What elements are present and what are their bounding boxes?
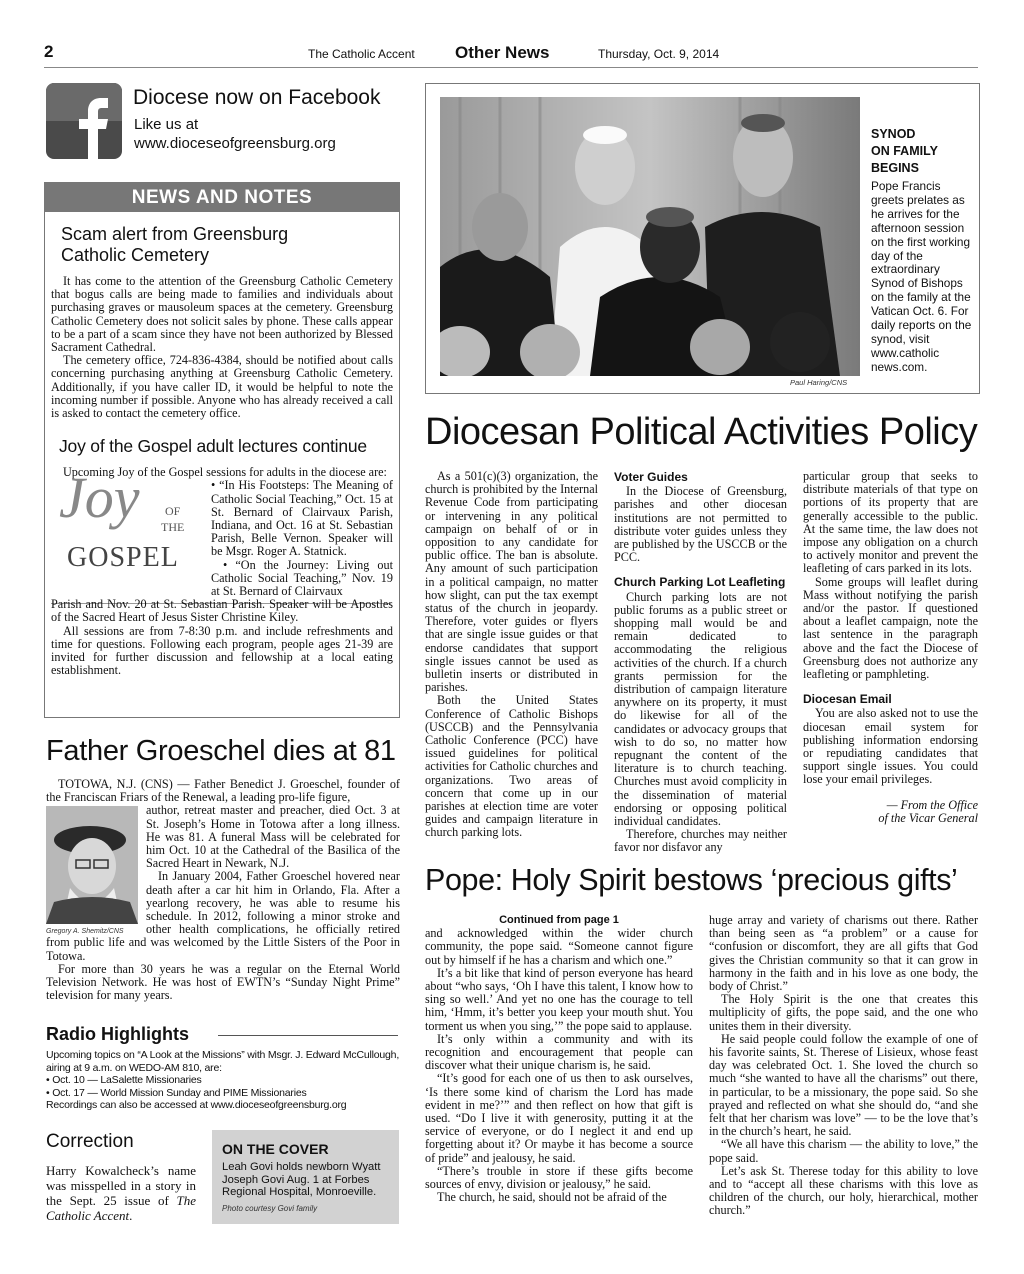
facebook-title: Diocese now on Facebook	[133, 86, 381, 109]
groeschel-lead: TOTOWA, N.J. (CNS) — Father Benedict J. Groeschel, founder of the Franciscan Friars of the Renewal, a leading pro-life figure,	[46, 777, 400, 805]
pope-col1	[425, 914, 693, 1204]
synod-headline-line1: SYNOD	[871, 127, 916, 141]
policy-col2	[614, 470, 787, 855]
groeschel-paragraph: In January 2004, Father Groeschel hovered near death after a car hit him in Orlando, Fla. After a yearlong recovery, he was able to resume his schedule. In 2012, following a minor stroke and other health complications, he officially retired from public life and was welcomed by the Little Sisters of the Poor in Totowa.	[46, 869, 400, 963]
joy-logo-gospel: GOSPEL	[67, 542, 179, 574]
policy-signature-line2: of the Vicar General	[878, 810, 978, 825]
cover-text: Leah Govi holds newborn Wyatt Joseph Govi Aug. 1 at Forbes Regional Hospital, Monroeville.	[222, 1161, 381, 1198]
header-rule	[44, 67, 978, 68]
radio-intro: Upcoming topics on “A Look at the Missions” with Msgr. J. Edward McCullough, airing at 9 a.m. on WEDO-AM 810, are:	[46, 1049, 400, 1074]
scam-paragraph: The cemetery office, 724-836-4384, should be notified about calls concerning purchasing anything at Greensburg Catholic Cemetery. Additionally, if you have caller ID, it would be helpful to note the incoming number if possible. Anyone who has already received a call is asked to contact the cemetery office.	[51, 353, 393, 421]
pope-paragraph: “We all have this charism — the ability to love,” the pope said.	[709, 1137, 978, 1165]
correction-text-body: Harry Kowalcheck’s name was misspelled in a story in the Sept. 25 issue of	[46, 1163, 196, 1208]
joy-logo-of: OF	[165, 504, 181, 519]
policy-signature-line1: — From the Office	[886, 797, 978, 812]
radio-recordings: Recordings can also be accessed at www.dioceseofgreensburg.org	[46, 1099, 347, 1111]
pope-col2	[709, 914, 978, 1218]
issue-date: Thursday, Oct. 9, 2014	[598, 47, 720, 61]
pope-paragraph: “It’s good for each one of us then to ask ourselves, ‘Is there some kind of charism the Lord has made evident in me?’” and then reflect on how that gift is used. “Do I live it with generosity, putting it at the service of everyone, or do I neglect it and end up forgetting about it? Or maybe it has become a source of pride” and jealousy, he said.	[425, 1071, 693, 1165]
joy-item: • “In His Footsteps: The Meaning of Catholic Social Teaching,” Oct. 15 at St. Bernard of Clairvaux Parish, Indiana, and Oct. 16 at St. Sebastian Parish, Belle Vernon. Speaker will be Msgr. Roger A. Statnick.	[211, 478, 393, 559]
policy-subhead-email: Diocesan Email	[803, 692, 892, 707]
synod-headline-line2: ON FAMILY	[871, 144, 938, 158]
synod-photo-credit: Paul Haring/CNS	[790, 378, 848, 387]
policy-subhead-parking: Church Parking Lot Leafleting	[614, 575, 786, 590]
news-notes-banner: NEWS AND NOTES	[45, 183, 399, 212]
joy-intro: Upcoming Joy of the Gospel sessions for adults in the diocese are:	[63, 465, 387, 480]
groeschel-paragraph: For more than 30 years he was a regular on the Eternal World Television Network. He was host of EWTN’s “Sunday Night Prime” television for many years.	[46, 961, 400, 1003]
policy-paragraph: Church parking lots are not public forums as a public street or shopping mall would be and remain dedicated to accommodating the religious activities of the church. If a church grants permission for the distribution of campaign literature anywhere on its property, it must do likewise for all of the candidates or advocacy groups that wish to do so, no matter how repugnant the content of the literature is to church teaching. Churches must avoid complicity in the dissemination of material endorsing or opposing political individual candidates.	[614, 589, 787, 829]
groeschel-headline: Father Groeschel dies at 81	[46, 735, 396, 767]
radio-headline: Radio Highlights	[46, 1024, 189, 1044]
section-title: Other News	[455, 43, 550, 62]
facebook-url: www.dioceseofgreensburg.org	[134, 135, 336, 152]
policy-paragraph: particular group that seeks to distribute materials of that type on portions of its property that are generally accessible to the public. At the same time, the law does not impose any obligation on a church to actively monitor and prevent the leafleting of cars parked in its lots.	[803, 469, 978, 576]
joy-logo	[55, 465, 203, 589]
synod-headline	[871, 126, 938, 177]
pope-paragraph: It’s only within a community and with its recognition and encouragement that people can discover what their unique charism is, he said.	[425, 1031, 693, 1073]
groeschel-photo-credit: Gregory A. Shemitz/CNS	[46, 928, 124, 936]
correction-text-end: .	[129, 1208, 133, 1223]
policy-paragraph: As a 501(c)(3) organization, the church is prohibited by the Internal Revenue Code from participating or intervening in any political campaign on behalf of or in opposition to any candidate for public office. The ban is absolute. Any amount of such participation in a political campaign, no matter how slight, can put the tax exempt status of the church in jeopardy. Therefore, voter guides or flyers that are single issue guides or that endorse candidates that support single issues cannot be used as bulletin inserts or distributed in parishes.	[425, 469, 598, 695]
publication-name: The Catholic Accent	[308, 47, 415, 61]
policy-col3	[803, 470, 978, 825]
radio-item: • Oct. 10 — LaSalette Missionaries	[46, 1074, 202, 1086]
policy-paragraph: You are also asked not to use the diocesan email system for publishing information endorsing or repudiating candidates that support single issues. You could lose your email privileges.	[803, 706, 978, 787]
joy-article	[51, 466, 393, 677]
synod-caption: Pope Francis greets prelates as he arrives for the afternoon session on the first working day of the extraordinary Synod of Bishops on the family at the Vatican Oct. 6. For daily reports on the synod, visit www.catholic news.com.	[871, 179, 972, 374]
cover-headline: ON THE COVER	[222, 1141, 329, 1157]
policy-headline: Diocesan Political Activities Policy	[425, 411, 978, 453]
scam-paragraph: It has come to the attention of the Greensburg Catholic Cemetery that bogus calls are being made to families and individuals about purchasing graves or mausoleum spaces at the cemetery. Greensburg Catholic Cemetery does not solicit sales by phone. These calls appear to be a part of a scam since they have not been authorized by Blessed Sacrament Cathedral.	[51, 274, 393, 355]
pope-continued: Continued from page 1	[499, 914, 619, 926]
scam-headline-line2: Catholic Cemetery	[61, 245, 210, 265]
joy-item: • “On the Journey: Living out Catholic Social Teaching,” Nov. 19 at St. Bernard of Clairvaux	[211, 557, 393, 599]
radio-item: • Oct. 17 — World Mission Sunday and PIME Missionaries	[46, 1086, 307, 1099]
pope-paragraph: He said people could follow the example of one of his favorite saints, St. Therese of Lisieux, whose feast day was celebrated Oct. 1. She loved the church so much “she wanted to have all the charisms” out there, in particular, to be a missionary, the pope said. So she prayed and reflected on what she should do, “and she felt that her charism was love” — to be the love that’s in the church’s heart, he said.	[709, 1031, 978, 1139]
pope-paragraph: and acknowledged within the wider church community, the pope said. “Someone cannot figure out by himself if he has a charism and which one.”	[425, 926, 693, 967]
groeschel-paragraph: author, retreat master and preacher, died Oct. 3 at St. Joseph’s Home in Totowa after a long illness. He was 81. A funeral Mass will be celebrated for him Oct. 10 at the Cathedral of the Basilica of the Sacred Heart in Newark, N.J.	[146, 803, 400, 871]
pope-paragraph: Let’s ask St. Therese today for this ability to love and to “accept all these charisms with this love as children of the church, our holy, hierarchical, mother church.”	[709, 1163, 978, 1218]
joy-logo-the: THE	[161, 520, 185, 535]
joy-item-cont: Parish and Nov. 20 at St. Sebastian Parish. Speaker will be Apostles of the Sacred Heart of Jesus Sister Christine Kiley.	[51, 597, 393, 625]
joy-headline: Joy of the Gospel adult lectures continue	[59, 436, 367, 457]
facebook-icon	[46, 83, 122, 159]
pope-headline: Pope: Holy Spirit bestows ‘precious gifts’	[425, 863, 958, 897]
scam-headline	[61, 224, 393, 266]
correction-publication: The Catholic Accent	[46, 1193, 196, 1223]
radio-rule	[218, 1035, 398, 1036]
groeschel-photo	[46, 806, 138, 936]
cover-box	[212, 1130, 399, 1224]
joy-paragraph: All sessions are from 7-8:30 p.m. and include refreshments and time for questions. Following each program, people ages 21-39 are invited for further discussion and fellowship at a local eating establishment.	[51, 623, 393, 678]
cover-credit: Photo courtesy Govi family	[222, 1203, 318, 1213]
joy-logo-joy: Joy	[59, 465, 140, 531]
scam-article	[51, 275, 393, 420]
policy-col1	[425, 470, 598, 840]
policy-subhead-voter: Voter Guides	[614, 470, 688, 484]
pope-paragraph: The Holy Spirit is the one that creates this multiplicity of gifts, the pope said, and the one who unites them in their diversity.	[709, 992, 978, 1033]
policy-paragraph: Some groups will leaflet during Mass without notifying the parish and/or the pastor. If questioned about a leaflet campaign, note the last sentence in the paragraph above and the fact the Diocese of Greensburg does not authorize any leafleting or pamphleting.	[803, 574, 978, 682]
synod-headline-line3: BEGINS	[871, 161, 919, 175]
page-number: 2	[44, 42, 54, 61]
policy-paragraph: Both the United States Conference of Catholic Bishops (USCCB) and the Pennsylvania Catholic Conference (PCC) have issued guidelines for political activities for Catholic churches and organizations. Two areas of concern that come up in our parishes at election time are voter guides and campaign literature in church parking lots.	[425, 693, 598, 840]
pope-paragraph: huge array and variety of charisms out there. Rather than being seen as “a problem” or a cause for “confusion or discomfort, they are all gifts that God gives the Christian community so that it can grow in harmony in the faith and in his love as one body, the body of Christ.”	[709, 913, 978, 994]
policy-signature	[803, 799, 978, 825]
policy-paragraph: Therefore, churches may neither favor nor disfavor any	[614, 827, 787, 855]
pope-paragraph: It’s a bit like that kind of person everyone has heard about “who says, ‘Oh I have this talent, I know how to sing so well.’ And yet no one has the courage to tell him, ‘Hmm, it’s better you keep your mouth shut. You torment us when you sing,’” the pope said to applause.	[425, 965, 693, 1033]
radio-body	[46, 1049, 400, 1112]
pope-paragraph: The church, he said, should not be afraid of the	[437, 1190, 667, 1205]
correction-headline: Correction	[46, 1131, 134, 1152]
synod-photo	[440, 97, 860, 376]
news-notes-box	[44, 182, 400, 718]
scam-headline-line1: Scam alert from Greensburg	[61, 224, 289, 244]
policy-paragraph: In the Diocese of Greensburg, parishes and other diocesan institutions are not permitted to distribute voter guides unless they are published by the USCCB or the PCC.	[614, 484, 787, 565]
facebook-line1: Like us at	[134, 116, 199, 133]
pope-paragraph: “There’s trouble in store if these gifts become sources of envy, division or jealousy,” he said.	[425, 1163, 693, 1192]
correction-text	[46, 1163, 196, 1223]
groeschel-article	[46, 778, 400, 1002]
